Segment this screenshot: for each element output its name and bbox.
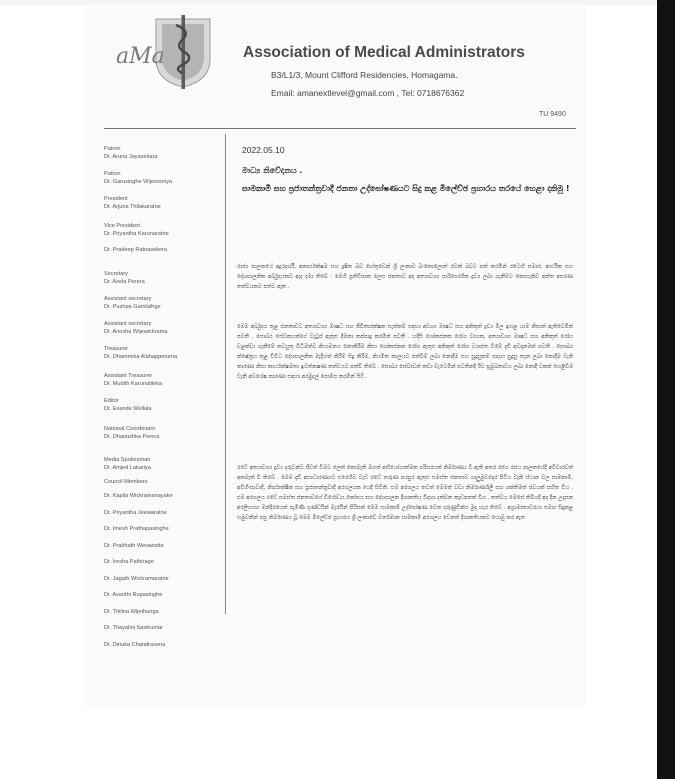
- office-bearer-name: Dr. Mudith Karunatileka: [104, 381, 163, 387]
- letter-salutation: මාධ්‍ය නිවේදනය .: [242, 166, 303, 175]
- office-bearer-role: Assistant secretary: [104, 321, 152, 327]
- organization-contact: Email: amanextlevel@gmail.com , Tel: 0718676362: [271, 88, 465, 98]
- office-bearer-name: Dr. Arjuna Thilakaratne: [104, 204, 161, 210]
- letter-paragraph: රටේ අත්‍යාවශ්‍ය ද්‍රව්‍ය දරුවන්ට ජීවත් වීමට ලෙක් නොමැති මහත් අභියෝගාත්මක පරිසරයක් නිර්මාණය වී ඇති අතර රජය රජය පාලනයේදී අවිචාරවත් අකමැත් වී තිබේ . මෙම දැඩි අසාධාරණයට එරෙහිව වැඩ රටේ තරුණ පරපුර ඇතුළු සමස්ත ජනතාව ගාලුමුවදොර පිටිය වැනි ස්ථාන වල සාමකාමී, අවිහිංසාවාදී, නිර්පාක්ෂික සහ ප්‍රජාතන්ත්‍රවාදී අරගලයක යෙදී සිටිති. එම අරගලය තවත් මෙමත් වඩා නිර්මාණශීලී සහ ශක්තිමත් ජවයක් සහිත විය . එම අරගලය රටේ සමස්ත ජනතාවගේ විරෝධය,කෝපය සහ දේශපාලන දිශානතිය විදහා දක්වන කැඩපතක් විය . තත්වය මෙසේ තිබියදී අද දින උදෑසන අරලියගහ මන්දිරයෙන් පැමිණි ගුණ්ඩයින් මැරයින් පිරිසක් මෙම සාමකාමී උද්ඝෝෂණ වෙත දරුණුඩින්ස මුදා හැර තිබේ . අග්‍රාමාත්‍යවරයා සමඟ සිදුකළ හමුවකින් පසු නිර්මාණය වූ මෙම මිලේච්ඡ ප්‍රහාරය ශ්‍රී ලංකාවේ වර්තමාන සාමකාමී අරගලය වෙනත් දිශානතියකට යොමු කර ඇත: [237, 465, 573, 521]
- office-bearer-name: Dr. Esanda Wellala: [104, 406, 152, 412]
- council-member: Dr. Imesh Prathapasinghe: [104, 526, 169, 532]
- office-bearer: [104, 456, 222, 472]
- office-bearer-name: Dr. Priyantha Karunaratne: [104, 231, 169, 237]
- office-bearer-role: Vice President: [104, 223, 140, 229]
- office-bearer-name: Dr. Amjed Lakariya: [104, 465, 151, 471]
- council-member: Dr. Jagath Wickramaratne: [104, 575, 169, 582]
- letter-heading: සාමකාමී සහ ප්‍රජාතන්ත්‍රවාදී ජනතා උද්ඝෝෂණයට සිදු කළ මිලේච්ඡ ප්‍රහාරය තරයේ හෙළා දකිමු !: [242, 184, 570, 193]
- council-members-list: [104, 492, 222, 649]
- office-bearer-role: Assistant Treasurer: [104, 373, 153, 379]
- office-bearer: [104, 425, 222, 441]
- office-bearer-role: National Coordinator: [104, 426, 156, 432]
- council-member: Dr. Iresha Pathirage: [104, 559, 154, 565]
- council-member: Dr. Priyantha Jeewaratne: [104, 509, 167, 516]
- office-bearer: [104, 195, 222, 211]
- office-bearer: [104, 145, 222, 161]
- council-member: Dr. Dinuka Chandrasena: [104, 641, 166, 648]
- sidebar-divider: [225, 134, 226, 614]
- organization-address: B3/L1/3, Mount Clifford Residencies, Homagama.: [271, 70, 458, 80]
- office-bearer: [104, 246, 222, 254]
- letter-paragraph: මෙම අර්බුදය තුළ ජනතාවට අත්‍යාවශ්‍ය ඖෂධ සහ ජීවිතාරක්ෂක සැත්කම් සඳහා අවශ්‍ය ඖෂධ සහ අනිකුත් ද්‍රව්‍ය මිල ඉහළ යාම නිසාත් ඇතිවෙමින් පවතී . සෞඛ්‍ය සේවකයන්ගේ වැටුප් ඇතුළු දීමනා කප්පාදු කරමින් පවතී . හදිසි ශෝකජනක රෝග වාහක, අත්‍යාවශ්‍ය ඖෂධ සහ අනිකුත් රෝග වළක්වා ගැනීමේ කටයුතු විධිමත්ව නියාමනය නොකිරීම නිසා ශෝකජනක රෝග ඇතුළු අනිකුත් රෝග ව්‍යාප්ත වීමේ දැඩි අවදානමක් පවතී . සෞඛ්‍ය ක්ෂේත්‍රය තුළ විවිධ දේශපාලනික මැදිහත් කිරීම් සිදු කිරීම, නියමිත කාලයට පත්වීම් ලබා නොදීම සහ සුදුසුකම් සඳහා සුදුසු තැන ලබා නොදීම වැනි කාරණා නිසා කාර්යක්ෂමතා ඉවත්කෂණ තත්වයට පත්වී තිබේ . සෞඛ්‍ය සේවාවන් කඩා වැටෙමින් පවතිනදී ඊට ප්‍රමුඛතාවය ලබා නොදී වකන් හෙළිවීම වැනි අවශේෂ කාරණා සඳහා අරමුදල් පොම්ප කරමින් සිටී .: [237, 324, 573, 380]
- office-bearer: [104, 170, 222, 186]
- office-bearer-name: Dr. Asela Perera: [104, 279, 145, 285]
- reference-number: TU 9490: [539, 111, 566, 118]
- scan-top-edge: [0, 0, 657, 5]
- office-bearer-name: Dr. Anosha Wijewickrama: [104, 329, 168, 335]
- office-bearer-name: Dr. Garusinghe Wijesooriya: [104, 179, 173, 185]
- office-bearer-role: Assistant secretary: [104, 296, 152, 302]
- office-bearer: [104, 320, 222, 336]
- letter-date: 2022.05.10: [242, 145, 285, 155]
- office-bearer-name: Dr. Dhanushka Perera: [104, 434, 160, 440]
- office-bearer: [104, 270, 222, 286]
- office-bearer-role: Patron: [104, 171, 121, 177]
- office-bearers-list: [104, 145, 222, 649]
- office-bearer-role: Media Spokesman: [104, 457, 151, 463]
- office-bearer-name: Dr. Aruna Jayasekara: [104, 154, 158, 160]
- council-members-title: Council Members: [104, 479, 148, 485]
- office-bearer: [104, 372, 222, 388]
- office-bearer-role: Patron: [104, 146, 121, 152]
- office-bearer-role: Secretary: [104, 271, 128, 277]
- office-bearer-name: Dr. Dhammika Alahapperuma: [104, 354, 178, 360]
- office-bearer: [104, 222, 222, 238]
- office-bearer-name: Dr. Pushpa Gamlathge: [104, 304, 161, 310]
- council-member: Dr. Prabhath Werawatta: [104, 542, 164, 549]
- office-bearer-role: President: [104, 196, 128, 202]
- office-bearer-name: Dr. Pradeep Ratnasekera: [104, 247, 168, 253]
- viewer-right-edge: [657, 0, 675, 779]
- letter-paragraph: රාජ්‍ය පාලනයේ අදූරදර්ශී, අකාර්යක්ෂම සහ දූෂිත බව හේතුවෙන් ශ්‍රී ලංකාව බංකොලොත් රටක් බවට පත් කරමින් රටෙහි සමාජ, ආර්ථික සහ දේශපාලනික අර්බුදයකට ඇද දමා තිබේ . මෙහි ප්‍රතිවිපාක ලෙස ජනතාව අද අත්‍යාවශ්‍ය පාරිභෝගික ද්‍රව්‍ය ලබා ගැනීමට නොහැකිව අන්ත අසරණ තත්වයකට පත්ව ඇත .: [237, 264, 573, 290]
- office-bearer-role: Treasurer: [104, 346, 129, 352]
- logo-lettering: aMa: [116, 44, 165, 69]
- office-bearer: [104, 295, 222, 311]
- council-member: Dr. Thayalini Sasikumar: [104, 625, 163, 631]
- council-member: Dr. Avanthi Rupasinghe: [104, 592, 163, 598]
- office-bearer-role: Editor: [104, 398, 119, 404]
- association-logo-icon: [112, 15, 212, 89]
- office-bearer: [104, 397, 222, 413]
- organization-name: Association of Medical Administrators: [243, 44, 525, 61]
- office-bearer: [104, 345, 222, 361]
- council-member: Dr. Kapila Wickramanayake: [104, 493, 173, 499]
- header-divider: [104, 128, 576, 129]
- council-member: Dr. Thilina Wijethunga: [104, 608, 159, 615]
